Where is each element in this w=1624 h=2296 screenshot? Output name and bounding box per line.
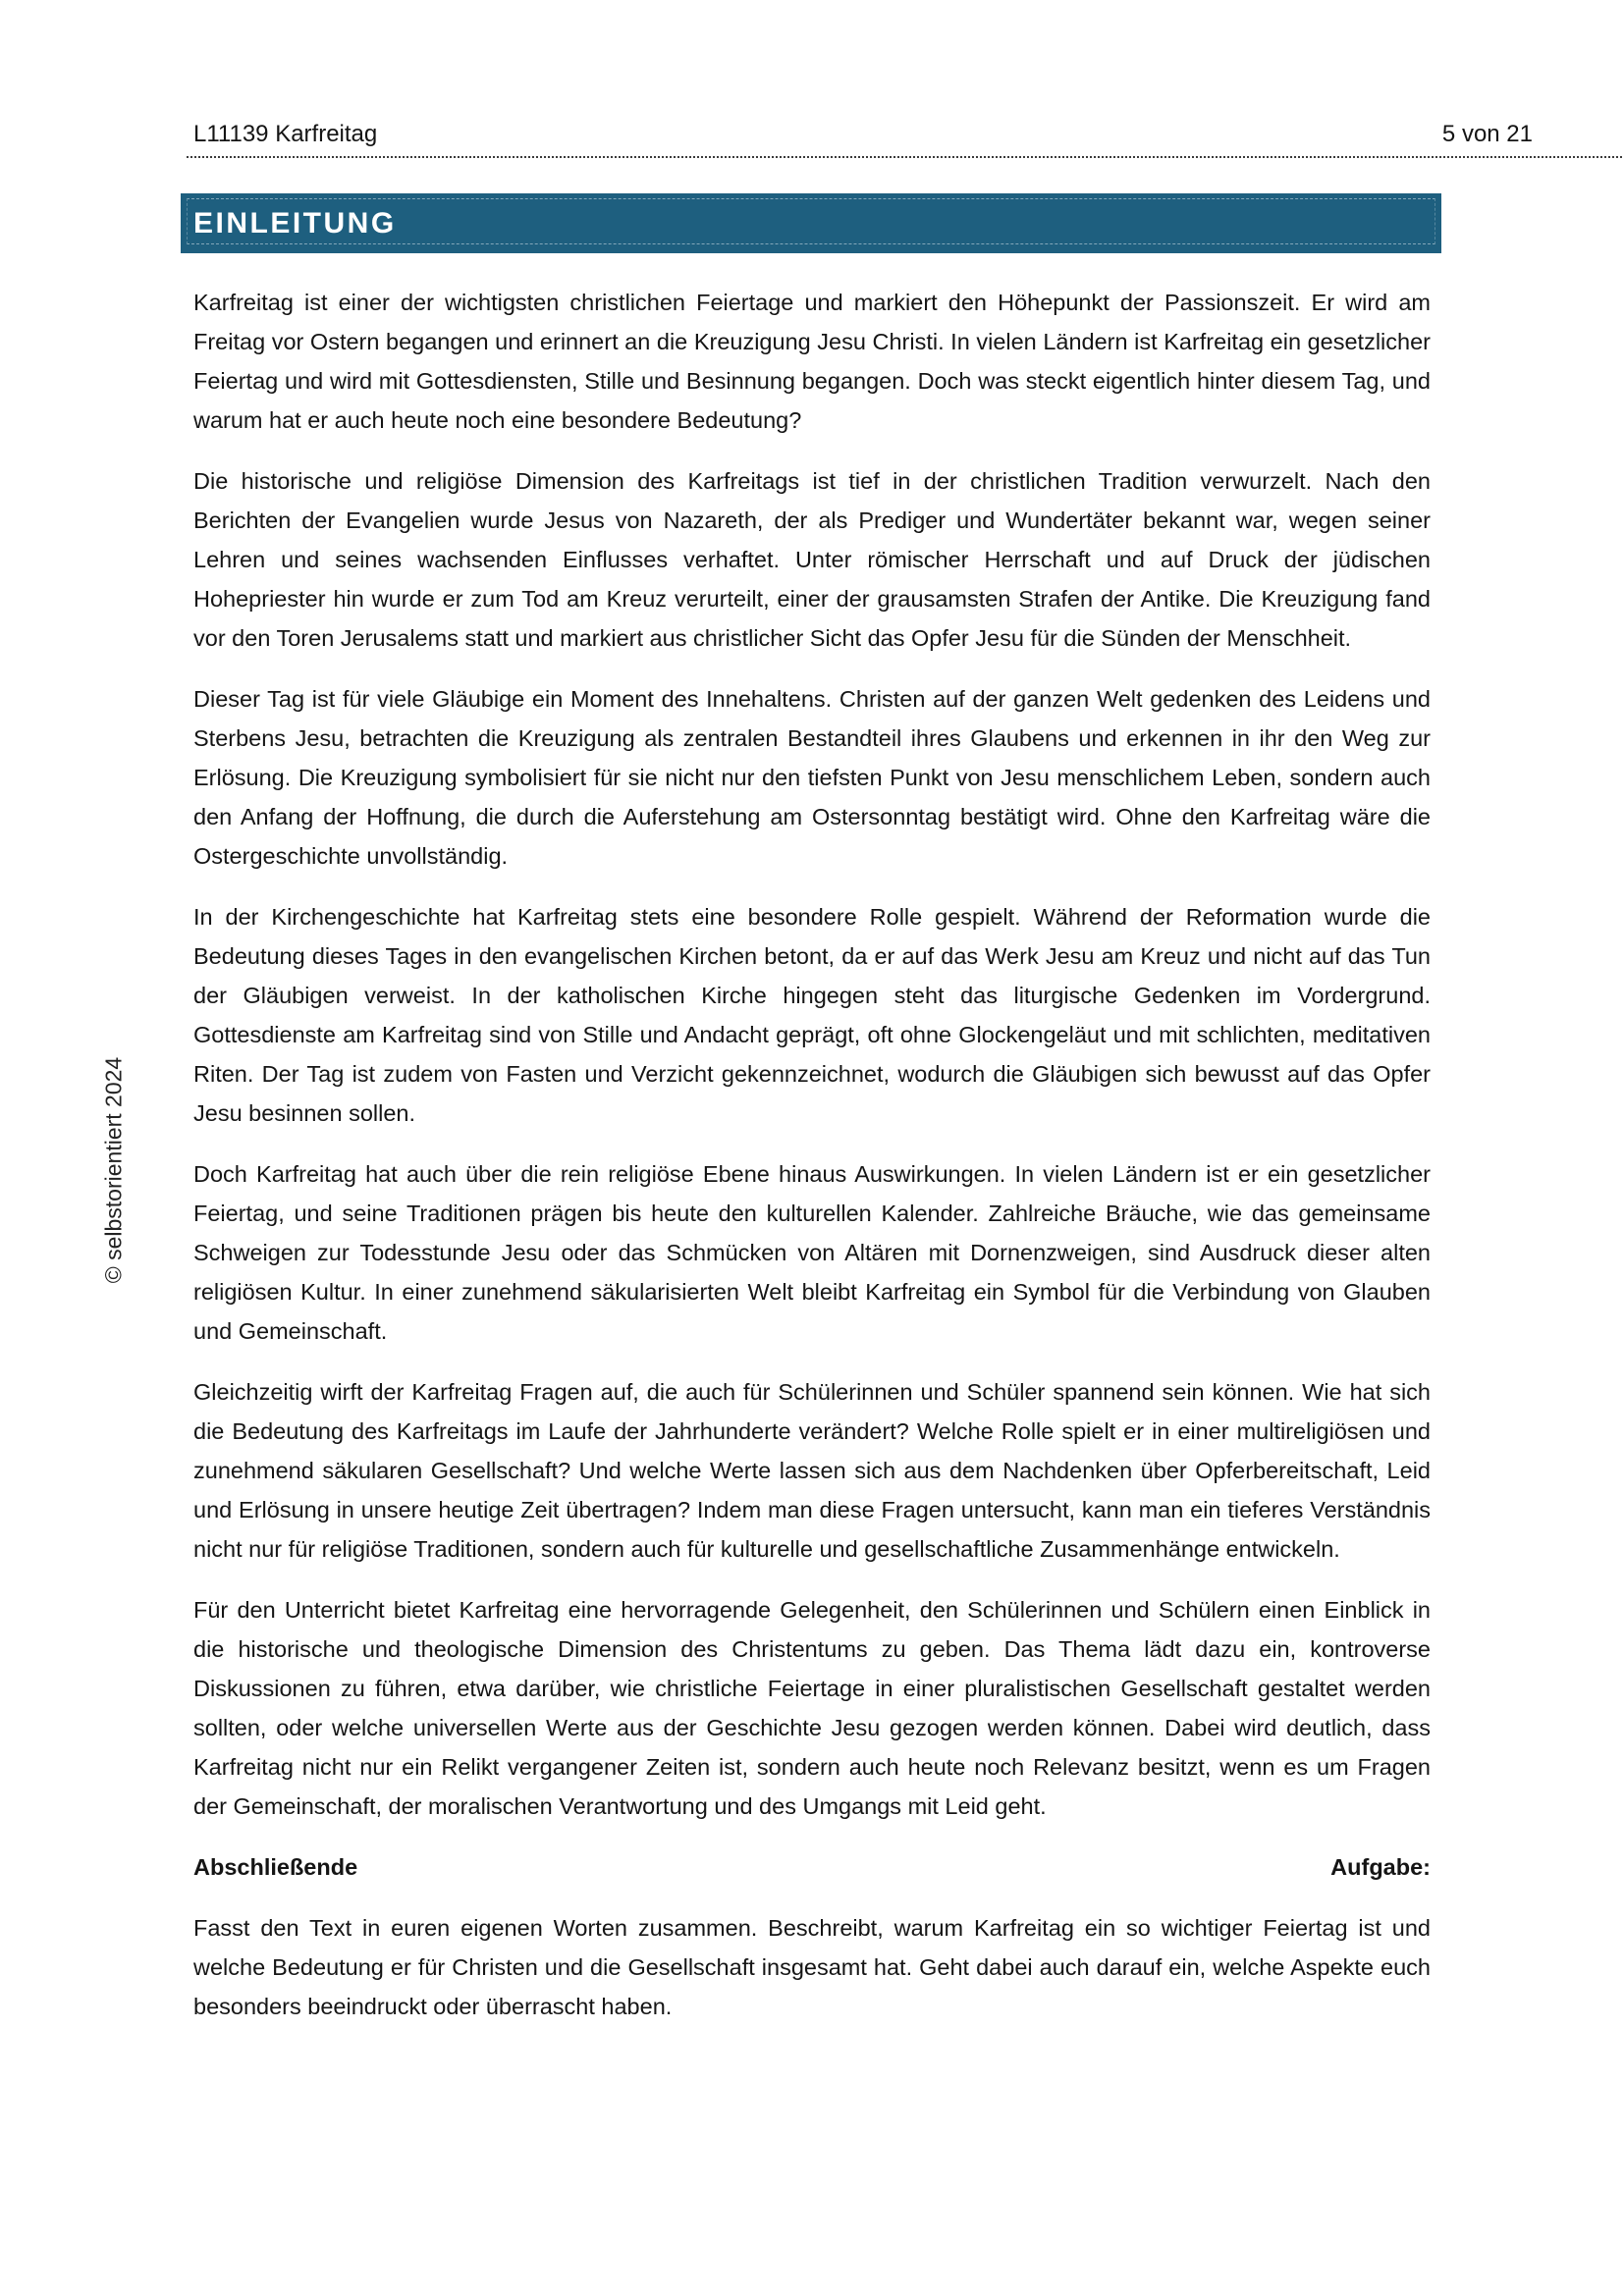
body-paragraph: Die historische und religiöse Dimension des Karfreitags ist tief in der christlichen Tradition verwurzelt. Nach den Berichten der Evangelien wurde Jesus von Nazareth, der als Prediger und Wundertäter bekannt war, wegen seiner Lehren und seines wachsenden Einflusses verhaftet. Unter römischer Herrschaft und auf Druck der jüdischen Hohepriester hin wurde er zum Tod am Kreuz verurteilt, einer der grausamsten Strafen der Antike. Die Kreuzigung fand vor den Toren Jerusalems statt und markiert aus christlicher Sicht das Opfer Jesu für die Sünden der Menschheit. xyxy=(193,468,1431,651)
body-paragraph: Für den Unterricht bietet Karfreitag eine hervorragende Gelegenheit, den Schülerinnen und Schülern einen Einblick in die historische und theologische Dimension des Christentums zu geben. Das Thema lädt dazu ein, kontroverse Diskussionen zu führen, etwa darüber, wie christliche Feiertage in einer pluralistischen Gesellschaft gestaltet werden sollten, oder welche universellen Werte aus der Geschichte Jesu gezogen werden können. Dabei wird deutlich, dass Karfreitag nicht nur ein Relikt vergangener Zeiten ist, sondern auch heute noch Relevanz besitzt, wenn es um Fragen der Gemeinschaft, der moralischen Verantwortung und des Umgangs mit Leid geht. xyxy=(193,1597,1431,1819)
page-number: 5 von 21 xyxy=(1441,121,1533,147)
body-paragraph: Dieser Tag ist für viele Gläubige ein Moment des Innehaltens. Christen auf der ganzen Welt gedenken des Leidens und Sterbens Jesu, betrachten die Kreuzigung als zentralen Bestandteil ihres Glaubens und erkennen in ihr den Weg zur Erlösung. Die Kreuzigung symbolisiert für sie nicht nur den tiefsten Punkt von Jesu menschlichem Leben, sondern auch den Anfang der Hoffnung, die durch die Auferstehung am Ostersonntag bestätigt wird. Ohne den Karfreitag wäre die Ostergeschichte unvollständig. xyxy=(193,686,1431,869)
body-paragraph: Karfreitag ist einer der wichtigsten christlichen Feiertage und markiert den Höhepunkt der Passionszeit. Er wird am Freitag vor Ostern begangen und erinnert an die Kreuzigung Jesu Christi. In vielen Ländern ist Karfreitag ein gesetzlicher Feiertag und wird mit Gottesdiensten, Stille und Besinnung begangen. Doch was steckt eigentlich hinter diesem Tag, und warum hat er auch heute noch eine besondere Bedeutung? xyxy=(193,290,1431,433)
task-heading-left: Abschließende xyxy=(193,1854,358,1880)
body-paragraph: Doch Karfreitag hat auch über die rein religiöse Ebene hinaus Auswirkungen. In vielen Ländern ist er ein gesetzlicher Feiertag, und seine Traditionen prägen bis heute den kulturellen Kalender. Zahlreiche Bräuche, wie das gemeinsame Schweigen zur Todesstunde Jesu oder das Schmücken von Altären mit Dornenzweigen, sind Ausdruck dieser alten religiösen Kultur. In einer zunehmend säkularisierten Welt bleibt Karfreitag ein Symbol für die Verbindung von Glauben und Gemeinschaft. xyxy=(193,1161,1431,1344)
body-paragraph: Gleichzeitig wirft der Karfreitag Fragen auf, die auch für Schülerinnen und Schüler spannend sein können. Wie hat sich die Bedeutung des Karfreitags im Laufe der Jahrhunderte verändert? Welche Rolle spielt er in einer multireligiösen und zunehmend säkularen Gesellschaft? Und welche Werte lassen sich aus dem Nachdenken über Opferbereitschaft, Leid und Erlösung in unsere heutige Zeit übertragen? Indem man diese Fragen untersucht, kann man ein tieferes Verständnis nicht nur für religiöse Traditionen, sondern auch für kulturelle und gesellschaftliche Zusammenhänge entwickeln. xyxy=(193,1379,1431,1562)
task-paragraph: Fasst den Text in euren eigenen Worten zusammen. Beschreibt, warum Karfreitag ein so wichtiger Feiertag ist und welche Bedeutung er für Christen und die Gesellschaft insgesamt hat. Geht dabei auch darauf ein, welche Aspekte euch besonders beeindruckt oder überrascht haben. xyxy=(193,1915,1431,2019)
task-heading-right: Aufgabe: xyxy=(1330,1854,1431,1880)
section-title: EINLEITUNG xyxy=(193,206,397,240)
body-paragraph: In der Kirchengeschichte hat Karfreitag stets eine besondere Rolle gespielt. Während der Reformation wurde die Bedeutung dieses Tages in den evangelischen Kirchen betont, da er auf das Werk Jesu am Kreuz und nicht auf das Tun der Gläubigen verweist. In der katholischen Kirche hingegen steht das liturgische Gedenken im Vordergrund. Gottesdienste am Karfreitag sind von Stille und Andacht geprägt, oft ohne Glockengeläut und mit schlichten, meditativen Riten. Der Tag ist zudem von Fasten und Verzicht gekennzeichnet, wodurch die Gläubigen sich bewusst auf das Opfer Jesu besinnen sollen. xyxy=(193,904,1431,1126)
copyright-vertical-text: © selbstorientiert 2024 xyxy=(100,1056,127,1284)
document-code: L11139 Karfreitag xyxy=(193,121,378,147)
page-header xyxy=(187,122,1622,158)
section-banner xyxy=(181,193,1441,253)
task-heading xyxy=(193,1847,1431,1887)
document-body xyxy=(193,283,1431,2048)
